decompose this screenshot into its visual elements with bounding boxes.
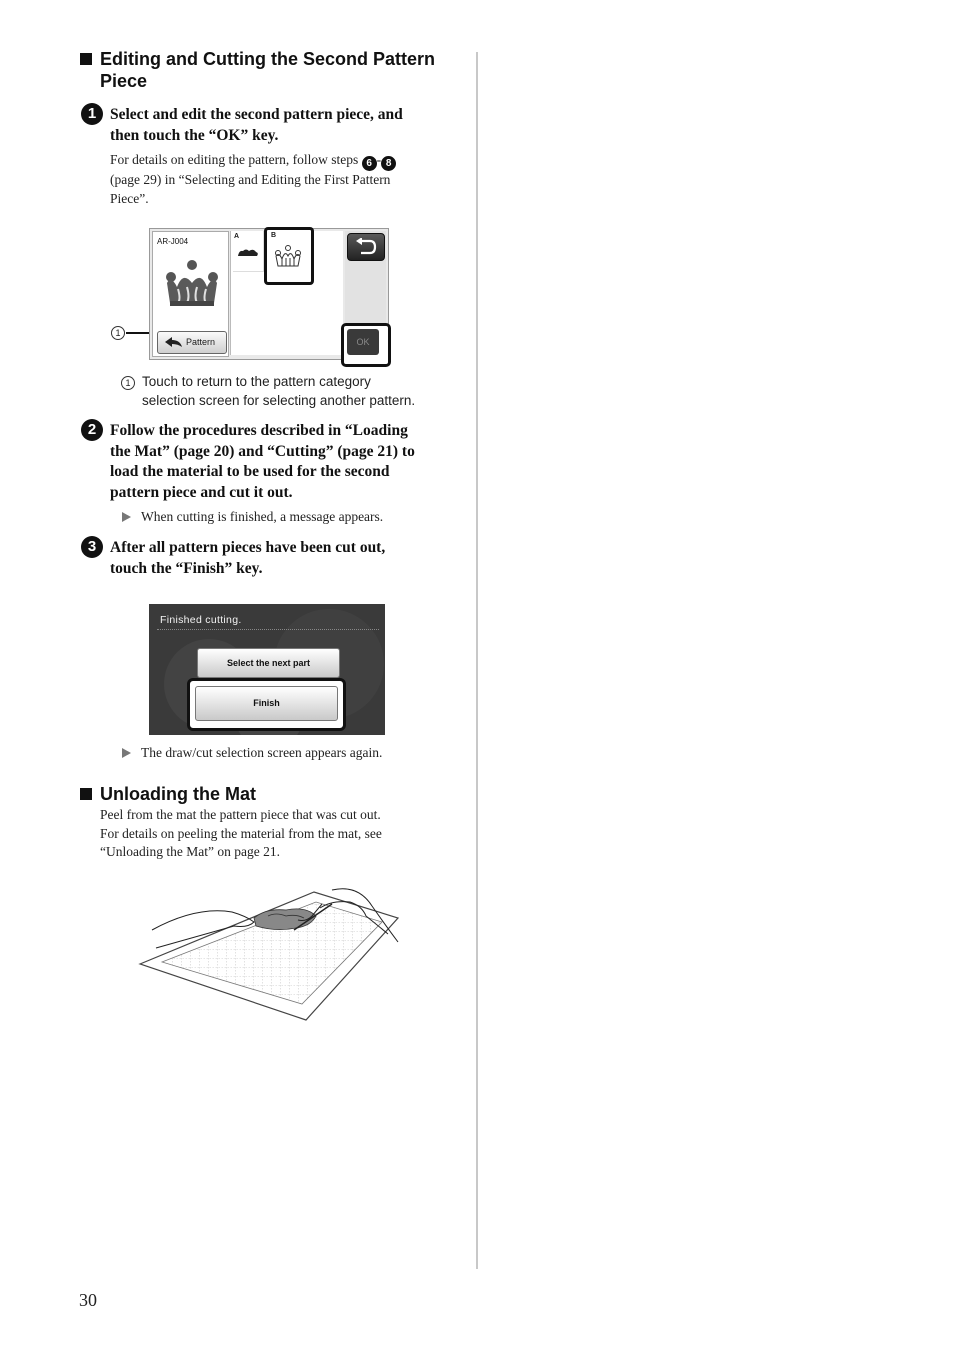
pattern-code: AR-J004 <box>157 237 189 246</box>
pattern-selection-screen <box>149 228 389 360</box>
callout-marker: 1 <box>111 326 125 340</box>
ok-button-highlight <box>341 323 391 367</box>
step3-result: The draw/cut selection screen appears again. <box>141 745 383 760</box>
pattern-parts-list <box>230 231 343 355</box>
callout-note-line1: Touch to return to the pattern category <box>142 374 371 389</box>
section-title-line1: Editing and Cutting the Second Pattern <box>100 49 435 69</box>
ok-button[interactable]: OK <box>347 329 379 355</box>
unloading-line2: For details on peeling the material from the mat, see <box>100 825 382 841</box>
step2-result: When cutting is finished, a message appears. <box>141 509 384 524</box>
section-bullet <box>80 788 92 800</box>
step2-instruction <box>110 421 415 503</box>
step3-line2: touch the “Finish” key. <box>110 559 263 577</box>
mat-peeling-illustration <box>136 886 402 1024</box>
pattern-button[interactable] <box>157 331 227 354</box>
part-a-thumbnail-icon <box>237 248 259 258</box>
step-number-2: 2 <box>81 419 103 441</box>
unloading-line1: Peel from the mat the pattern piece that was cut out. <box>100 807 381 822</box>
section-bullet <box>80 53 92 65</box>
step3-line1: After all pattern pieces have been cut out, <box>110 539 386 556</box>
step-number-1: 1 <box>81 103 103 125</box>
section-title <box>100 48 435 92</box>
step-ref-to: 8 <box>381 156 396 171</box>
section-title-line2: Piece <box>100 71 148 91</box>
dialog-rule <box>157 629 379 630</box>
part-b-label: B <box>271 232 277 239</box>
return-icon <box>355 238 377 256</box>
back-arrow-icon <box>165 337 183 348</box>
step1-line2: then touch the “OK” key. <box>110 126 279 144</box>
finish-button[interactable]: Finish <box>195 686 338 721</box>
step-ref-dash: - <box>376 152 382 167</box>
column-divider <box>476 52 478 1269</box>
part-a-label: A <box>234 233 240 240</box>
part-a-cell[interactable] <box>233 231 264 272</box>
step1-detail-line1 <box>110 151 460 171</box>
back-button[interactable] <box>347 233 385 261</box>
crown-icon <box>163 259 221 309</box>
unloading-section-title: Unloading the Mat <box>100 784 256 804</box>
step1-detail-line3: Piece”. <box>110 190 149 206</box>
step3-instruction <box>110 538 385 579</box>
note-marker: 1 <box>121 376 135 390</box>
step1-detail-line2: (page 29) in “Selecting and Editing the First Pattern <box>110 172 391 187</box>
callout-note-line2: selection screen for selecting another pattern. <box>142 392 416 408</box>
finished-cutting-screen <box>149 604 385 735</box>
pattern-preview-panel <box>152 231 229 357</box>
scroll-area[interactable] <box>345 231 386 355</box>
step1-detail <box>110 151 460 208</box>
step2-line2: the Mat” (page 20) and “Cutting” (page 21) to <box>110 442 415 460</box>
unloading-text <box>100 806 382 862</box>
step2-line1: Follow the procedures described in “Loading <box>110 422 408 439</box>
unloading-line3: “Unloading the Mat” on page 21. <box>100 844 280 859</box>
crown-outline-icon <box>274 245 302 269</box>
step-number-3: 3 <box>81 536 103 558</box>
step1-instruction <box>110 105 403 146</box>
result-arrow-icon <box>122 748 131 758</box>
step2-line3: load the material to be used for the second <box>110 463 390 480</box>
step1-line1: Select and edit the second pattern piece, and <box>110 106 403 123</box>
step2-line4: pattern piece and cut it out. <box>110 483 293 501</box>
part-b-cell[interactable] <box>264 227 314 285</box>
dialog-title: Finished cutting. <box>160 614 242 626</box>
result-arrow-icon <box>122 512 131 522</box>
step-ref-from: 6 <box>362 156 377 171</box>
pattern-button-label: Pattern <box>186 337 216 347</box>
select-next-part-button[interactable]: Select the next part <box>197 648 340 678</box>
page-number: 30 <box>79 1290 97 1310</box>
finish-button-highlight <box>187 678 346 731</box>
callout-note <box>142 373 415 410</box>
step1-detail-pre: For details on editing the pattern, follow steps <box>110 152 362 167</box>
